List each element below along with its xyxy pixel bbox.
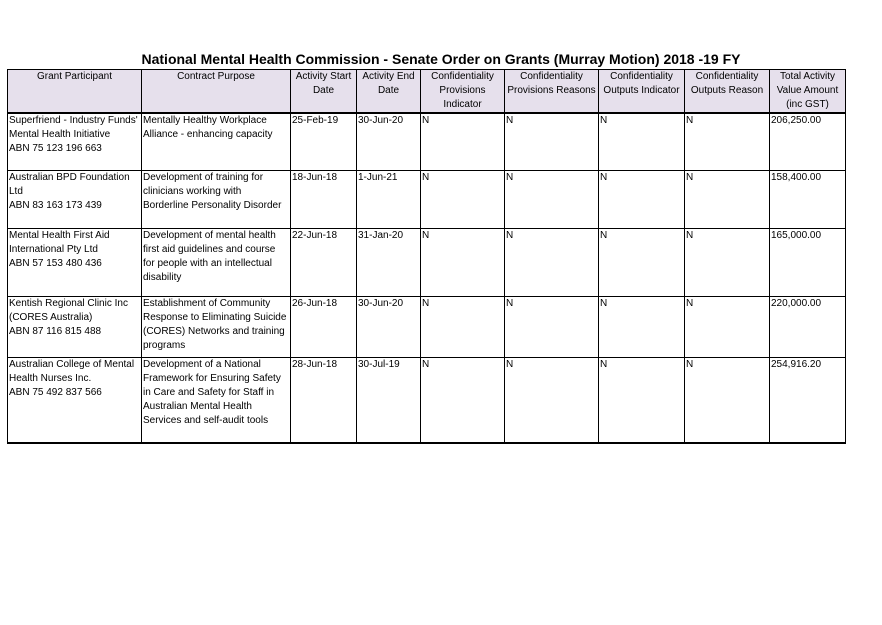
cell-grant-participant: [8, 113, 142, 170]
column-header-total-activity-value: Total Activity Value Amount (inc GST): [770, 70, 846, 114]
cell-total-activity-value: 165,000.00: [770, 228, 846, 296]
cell-outputs-indicator: N: [599, 228, 685, 296]
cell-activity-end-date: 30-Jun-20: [357, 296, 421, 357]
participant-name: Mental Health First Aid International Pty Ltd: [9, 229, 110, 255]
column-header-grant-participant: Grant Participant: [8, 70, 142, 114]
cell-outputs-indicator: N: [599, 296, 685, 357]
cell-total-activity-value: 254,916.20: [770, 357, 846, 443]
cell-total-activity-value: 206,250.00: [770, 113, 846, 170]
participant-abn: ABN 75 492 837 566: [9, 386, 102, 398]
cell-provisions-reasons: N: [505, 113, 599, 170]
grants-table: [7, 69, 846, 444]
cell-provisions-reasons: N: [505, 296, 599, 357]
participant-abn: ABN 83 163 173 439: [9, 199, 102, 211]
cell-outputs-reason: N: [685, 228, 770, 296]
cell-total-activity-value: 158,400.00: [770, 170, 846, 228]
column-header-confidentiality-outputs-indicator: Confidentiality Outputs Indicator: [599, 70, 685, 114]
cell-activity-start-date: 28-Jun-18: [291, 357, 357, 443]
cell-activity-end-date: 30-Jul-19: [357, 357, 421, 443]
cell-provisions-indicator: N: [421, 357, 505, 443]
cell-activity-start-date: 22-Jun-18: [291, 228, 357, 296]
cell-activity-start-date: 26-Jun-18: [291, 296, 357, 357]
column-header-confidentiality-outputs-reason: Confidentiality Outputs Reason: [685, 70, 770, 114]
column-header-activity-start-date: Activity Start Date: [291, 70, 357, 114]
participant-abn: ABN 57 153 480 436: [9, 257, 102, 269]
cell-grant-participant: [8, 228, 142, 296]
cell-provisions-reasons: N: [505, 357, 599, 443]
column-header-confidentiality-provisions-reasons: Confidentiality Provisions Reasons: [505, 70, 599, 114]
cell-provisions-reasons: N: [505, 228, 599, 296]
table-row: [8, 113, 846, 170]
cell-provisions-indicator: N: [421, 296, 505, 357]
table-header-row: [8, 70, 846, 114]
cell-contract-purpose: Establishment of Community Response to Eliminating Suicide (CORES) Networks and training programs: [142, 296, 291, 357]
cell-grant-participant: [8, 296, 142, 357]
cell-outputs-indicator: N: [599, 357, 685, 443]
cell-provisions-indicator: N: [421, 228, 505, 296]
cell-activity-start-date: 25-Feb-19: [291, 113, 357, 170]
cell-provisions-reasons: N: [505, 170, 599, 228]
cell-contract-purpose: Development of mental health first aid guidelines and course for people with an intellectual disability: [142, 228, 291, 296]
cell-outputs-indicator: N: [599, 113, 685, 170]
cell-contract-purpose: Mentally Healthy Workplace Alliance - enhancing capacity: [142, 113, 291, 170]
cell-grant-participant: [8, 170, 142, 228]
participant-name: Superfriend - Industry Funds' Mental Health Initiative: [9, 115, 138, 140]
participant-name: Kentish Regional Clinic Inc (CORES Australia): [9, 297, 128, 323]
column-header-confidentiality-provisions-indicator: Confidentiality Provisions Indicator: [421, 70, 505, 114]
cell-activity-end-date: 1-Jun-21: [357, 170, 421, 228]
table-row: [8, 357, 846, 443]
cell-activity-start-date: 18-Jun-18: [291, 170, 357, 228]
cell-outputs-reason: N: [685, 357, 770, 443]
table-row: [8, 296, 846, 357]
table-row: [8, 170, 846, 228]
cell-outputs-reason: N: [685, 170, 770, 228]
participant-name: Australian BPD Foundation Ltd: [9, 171, 130, 197]
participant-name: Australian College of Mental Health Nurses Inc.: [9, 358, 135, 384]
column-header-activity-end-date: Activity End Date: [357, 70, 421, 114]
cell-grant-participant: [8, 357, 142, 443]
cell-outputs-reason: N: [685, 296, 770, 357]
participant-abn: ABN 87 116 815 488: [9, 325, 102, 337]
cell-outputs-indicator: N: [599, 170, 685, 228]
cell-activity-end-date: 31-Jan-20: [357, 228, 421, 296]
cell-contract-purpose: Development of a National Framework for Ensuring Safety in Care and Safety for Staff in Australian Mental Health Services and self-audit tools: [142, 357, 291, 443]
cell-contract-purpose: Development of training for clinicians working with Borderline Personality Disorder: [142, 170, 291, 228]
cell-provisions-indicator: N: [421, 170, 505, 228]
cell-total-activity-value: 220,000.00: [770, 296, 846, 357]
cell-outputs-reason: N: [685, 113, 770, 170]
table-row: [8, 228, 846, 296]
participant-abn: ABN 75 123 196 663: [9, 143, 102, 154]
column-header-contract-purpose: Contract Purpose: [142, 70, 291, 114]
document-title: National Mental Health Commission - Senate Order on Grants (Murray Motion) 2018 -19 FY: [141, 51, 741, 67]
cell-activity-end-date: 30-Jun-20: [357, 113, 421, 170]
cell-provisions-indicator: N: [421, 113, 505, 170]
